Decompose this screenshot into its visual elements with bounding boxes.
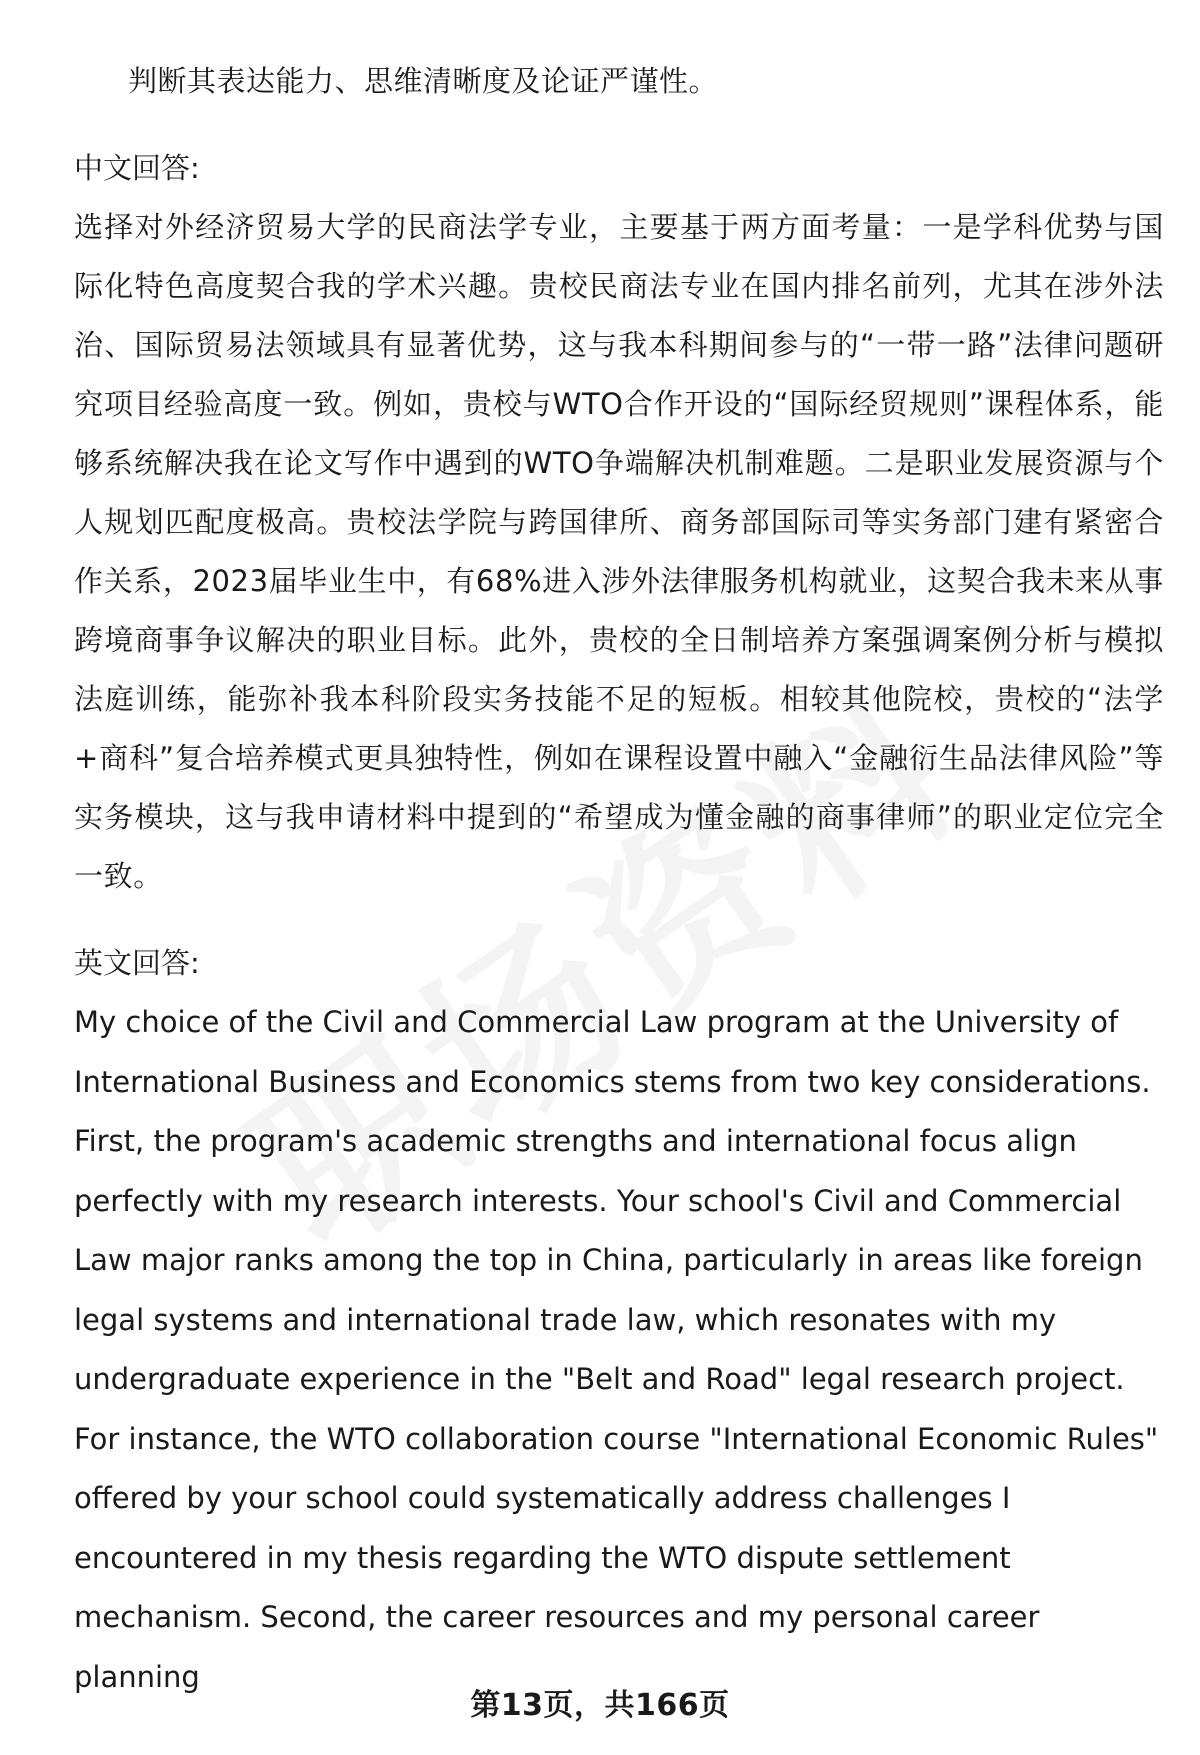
english-answer-text: My choice of the Civil and Commercial Law program at the University of International Business and Economics stems from two key considerations. First, the program's academic strengths and international focus align perfectly with my research interests. Your school's Civil and Commercial Law major ranks among the top in China, particularly in areas like foreign legal systems and international trade law, which resonates with my undergraduate experience in the "Belt and Road" legal research project. For instance, the WTO collaboration course "International Economic Rules" offered by your school could systematically address challenges I encountered in my thesis regarding the WTO dispute settlement mechanism. Second, the career resources and my personal career planning <box>74 1005 1159 1694</box>
chinese-answer-text: 选择对外经济贸易大学的民商法学专业，主要基于两方面考量：一是学科优势与国际化特色高度契合我的学术兴趣。贵校民商法专业在国内排名前列，尤其在涉外法治、国际贸易法领域具有显著优势，这与我本科期间参与的“一带一路”法律问题研究项目经验高度一致。例如，贵校与WTO合作开设的“国际经贸规则”课程体系，能够系统解决我在论文写作中遇到的WTO争端解决机制难题。二是职业发展资源与个人规划匹配度极高。贵校法学院与跨国律所、商务部国际司等实务部门建有紧密合作关系，2023届毕业生中，有68%进入涉外法律服务机构就业，这契合我未来从事跨境商事争议解决的职业目标。此外，贵校的全日制培养方案强调案例分析与模拟法庭训练，能弥补我本科阶段实务技能不足的短板。相较其他院校，贵校的“法学+商科”复合培养模式更具独特性，例如在课程设置中融入“金融衍生品法律风险”等实务模块，这与我申请材料中提到的“希望成为懂金融的商事律师”的职业定位完全一致。 <box>74 210 1164 893</box>
chinese-answer-label: 中文回答: <box>74 151 200 185</box>
page-number: 第13页，共166页 <box>470 1688 730 1723</box>
english-answer-label: 英文回答: <box>74 946 200 980</box>
continuation-line: 判断其表达能力、思维清晰度及论证严谨性。 <box>128 64 719 98</box>
document-body <box>74 52 1164 1707</box>
